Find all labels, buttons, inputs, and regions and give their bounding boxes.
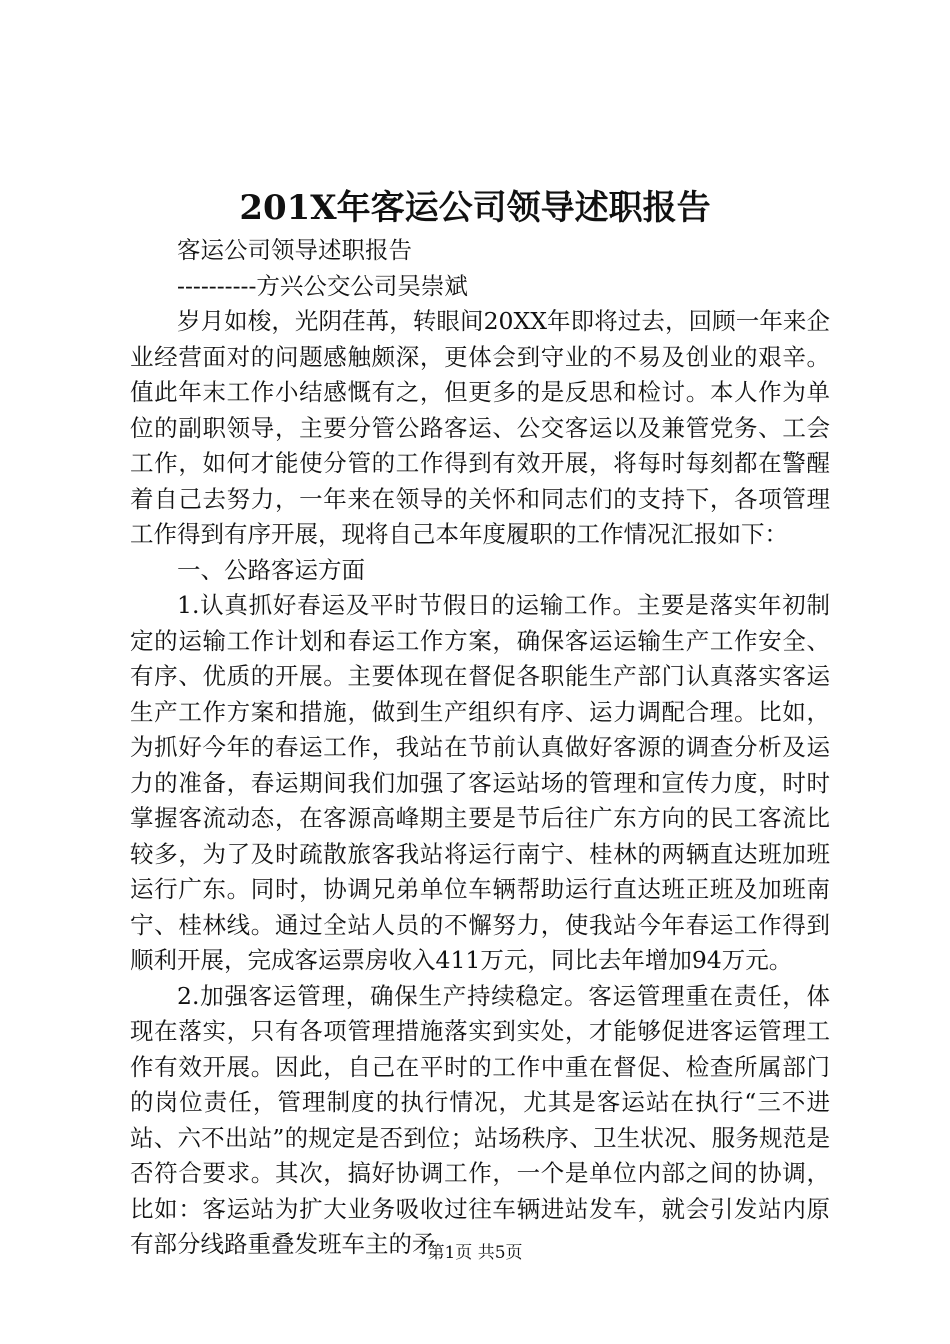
- subtitle-paragraph: 客运公司领导述职报告: [177, 236, 412, 264]
- intro-paragraph: 岁月如梭，光阴荏苒，转眼间20XX年即将过去，回顾一年来企业经营面对的问题感触颇深，更体会到守业的不易及创业的艰辛。值此年末工作小结感慨有之，但更多的是反思和检讨。本人作为单位的副职领导，主要分管公路客运、公交客运以及兼管党务、工会工作，如何才能使分管的工作得到有效开展，将每时每刻都在警醒着自己去努力，一年来在领导的关怀和同志们的支持下，各项管理工作得到有序开展，现将自己本年度履职的工作情况汇报如下：: [130, 307, 830, 548]
- body-paragraph: 2.加强客运管理，确保生产持续稳定。客运管理重在责任，体现在落实，只有各项管理措施落实到实处，才能够促进客运管理工作有效开展。因此，自己在平时的工作中重在督促、检查所属部门的岗位责任，管理制度的执行情况，尤其是客运站在执行“三不进站、六不出站”的规定是否到位；站场秩序、卫生状况、服务规范是否符合要求。其次，搞好协调工作，一个是单位内部之间的协调，比如：客运站为扩大业务吸收过往车辆进站发车，就会引发站内原有部分线路重叠发班车主的矛: [130, 981, 830, 1258]
- body-paragraph: 1.认真抓好春运及平时节假日的运输工作。主要是落实年初制定的运输工作计划和春运工作方案，确保客运运输生产工作安全、有序、优质的开展。主要体现在督促各职能生产部门认真落实客运生产工作方案和措施，做到生产组织有序、运力调配合理。比如，为抓好今年的春运工作，我站在节前认真做好客源的调查分析及运力的准备，春运期间我们加强了客运站场的管理和宣传力度，时时掌握客流动态，在客源高峰期主要是节后往广东方向的民工客流比较多，为了及时疏散旅客我站将运行南宁、桂林的两辆直达班加班运行广东。同时，协调兄弟单位车辆帮助运行直达班正班及加班南宁、桂林线。通过全站人员的不懈努力，使我站今年春运工作得到顺利开展，完成客运票房收入411万元，同比去年增加94万元。: [130, 591, 830, 974]
- page-footer: 第1页 共5页: [427, 1243, 523, 1263]
- section-heading: 一、公路客运方面: [177, 555, 365, 584]
- author-line: ----------方兴公交公司吴崇斌: [177, 271, 468, 300]
- document-body: [130, 233, 830, 1263]
- document-title: 201X年客运公司领导述职报告: [239, 188, 711, 228]
